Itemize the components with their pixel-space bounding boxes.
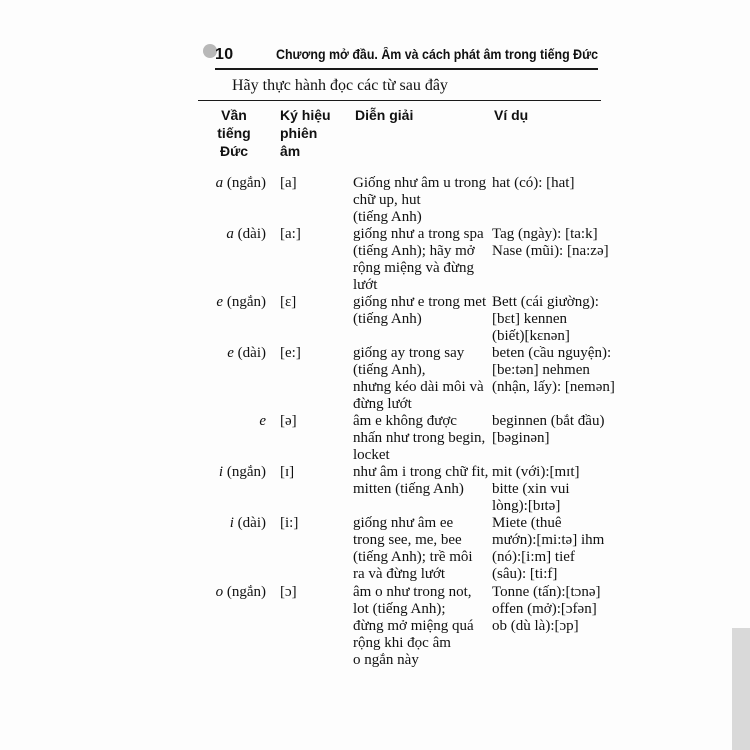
exercise-instruction: Hãy thực hành đọc các từ sau đây <box>232 77 448 94</box>
row-description: như âm i trong chữ fit, mitten (tiếng Anh) <box>353 464 489 497</box>
row-vowel: i (ngắn) <box>218 464 266 480</box>
row-ipa: [i:] <box>280 515 299 531</box>
row-description: âm o như trong not, lot (tiếng Anh); đừng mở miệng quá rộng khi đọc âm o ngắn này <box>353 584 474 668</box>
row-ipa: [ɪ] <box>280 464 295 480</box>
row-vowel: o (ngắn) <box>215 584 266 600</box>
row-vowel: a (dài) <box>226 226 266 242</box>
header-description: Diễn giải <box>355 107 414 123</box>
row-ipa: [a] <box>280 175 297 191</box>
page-number: 10 <box>215 46 234 63</box>
row-description: giống như a trong spa (tiếng Anh); hãy mở rộng miệng và đừng lướt <box>353 226 484 293</box>
row-example: Tonne (tấn):[tɔnə] offen (mở):[ɔfən] ob (dù là):[ɔp] <box>492 584 601 634</box>
row-ipa: [ə] <box>280 413 297 429</box>
header-example: Ví dụ <box>494 107 529 123</box>
header-ipa: Ký hiệu phiên âm <box>280 107 331 159</box>
row-ipa: [ɛ] <box>280 294 297 310</box>
row-description: giống như âm ee trong see, me, bee (tiếng Anh); trề môi ra và đừng lướt <box>353 515 473 582</box>
row-example: Miete (thuê mướn):[mi:tə] ihm (nó):[i:m] tief (sâu): [ti:f] <box>492 515 605 582</box>
row-ipa: [a:] <box>280 226 301 242</box>
row-ipa: [ɔ] <box>280 584 297 600</box>
row-description: âm e không được nhấn như trong begin, locket <box>353 413 486 463</box>
row-vowel: e <box>259 413 266 429</box>
row-example: Tag (ngày): [ta:k] Nase (mũi): [na:zə] <box>492 226 609 259</box>
row-example: mit (với):[mɪt] bitte (xin vui lòng):[bɪtə] <box>492 464 580 514</box>
row-example: beten (cầu nguyện): [be:tən] nehmen (nhận, lấy): [nemən] <box>492 345 615 395</box>
row-example: Bett (cái giường): [bɛt] kennen (biết)[kɛnən] <box>492 294 599 344</box>
row-vowel: i (dài) <box>229 515 266 531</box>
row-ipa: [e:] <box>280 345 301 361</box>
row-vowel: e (ngắn) <box>216 294 266 310</box>
row-description: giống ay trong say (tiếng Anh), nhưng kéo dài môi và đừng lướt <box>353 345 484 412</box>
next-page-edge <box>732 628 750 750</box>
row-description: giống như e trong met (tiếng Anh) <box>353 294 487 327</box>
row-example: beginnen (bắt đầu) [bəginən] <box>492 413 605 446</box>
row-example: hat (có): [hat] <box>492 175 575 191</box>
header-vowel: Vần tiếng Đức <box>217 107 251 159</box>
running-header <box>215 46 598 70</box>
row-description: Giống như âm u trong chữ up, hut (tiếng Anh) <box>353 175 487 225</box>
row-vowel: a (ngắn) <box>215 175 266 191</box>
row-vowel: e (dài) <box>227 345 266 361</box>
table-header-rule <box>198 100 601 101</box>
chapter-title: Chương mở đầu. Âm và cách phát âm trong tiếng Đức <box>275 47 598 62</box>
